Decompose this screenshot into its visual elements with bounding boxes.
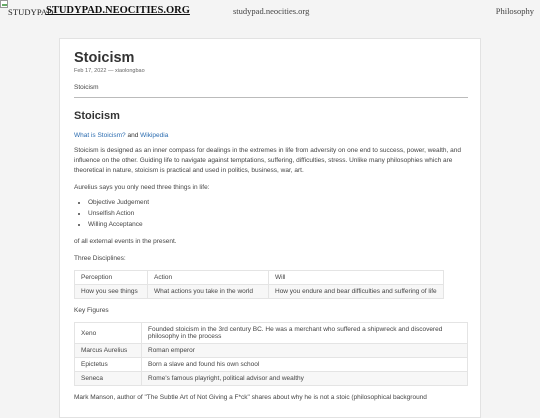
table-row (75, 285, 444, 299)
and-text: and (127, 132, 139, 139)
breadcrumb: Stoicism (74, 84, 99, 91)
post-content (74, 49, 468, 403)
top-bar (0, 0, 540, 24)
section-heading: Stoicism (74, 110, 120, 122)
table-row (75, 271, 444, 285)
figure-desc: Founded stoicism in the 3rd century BC. He was a merchant who suffered a shipwreck and discovered philosophy in the process (142, 323, 468, 344)
table-row (75, 372, 468, 386)
table-row (75, 323, 468, 344)
after-list-paragraph: of all external events in the present. (74, 238, 177, 245)
figure-desc: Roman emperor (142, 344, 468, 358)
post-author: xiaolongbao (114, 68, 145, 74)
table-row (75, 344, 468, 358)
table-cell: How you endure and bear difficulties and suffering of life (269, 285, 444, 299)
figure-name: Xeno (75, 323, 142, 344)
table-row (75, 358, 468, 372)
post-meta (74, 68, 468, 74)
figure-name: Epictetus (75, 358, 142, 372)
figure-name: Marcus Aurelius (75, 344, 142, 358)
disciplines-table (74, 270, 444, 299)
wikipedia-link[interactable]: Wikipedia (140, 132, 169, 139)
post-card (59, 38, 481, 418)
nav-philosophy-link[interactable]: Philosophy (495, 6, 534, 16)
table-cell: How you see things (75, 285, 148, 299)
table-cell: Perception (75, 271, 148, 285)
reference-links (74, 132, 468, 139)
table-cell: Action (148, 271, 269, 285)
intro-paragraph: Stoicism is designed as an inner compass for dealings in the extremes in life from adversity on one end to success, power, wealth, and influence on the other. Guiding life to navigate against temptations, suffering, difficulties, stress. Unlike many philosophies which are theoretical in nature, stoicism is practical and used in politics, business, war, art. (74, 147, 461, 174)
site-title-link[interactable]: STUDYPAD.NEOCITIES.ORG (46, 5, 190, 16)
aurelius-paragraph: Aurelius says you only need three things in life: (74, 184, 210, 191)
figure-desc: Born a slave and found his own school (142, 358, 468, 372)
post-date: Feb 17, 2022 (74, 68, 107, 74)
key-figures-label: Key Figures (74, 307, 109, 314)
site-logo[interactable] (0, 0, 54, 22)
footer-paragraph: Mark Manson, author of "The Subtle Art of Not Giving a F*ck" shares about why he is not a stoic (philosophical background (74, 394, 427, 401)
logo-alt-text: STUDYPAD (8, 7, 54, 17)
list-item: • Willing Acceptance (88, 219, 468, 230)
table-cell: Will (269, 271, 444, 285)
figure-name: Seneca (75, 372, 142, 386)
figure-desc: Rome's famous playright, political advisor and wealthy (142, 372, 468, 386)
what-is-stoicism-link[interactable]: What is Stoicism? (74, 132, 126, 139)
divider (74, 97, 468, 98)
table-cell: What actions you take in the world (148, 285, 269, 299)
list-item: • Objective Judgement (88, 197, 468, 208)
logo-image[interactable] (0, 0, 54, 22)
list-item: • Unselfish Action (88, 208, 468, 219)
broken-image-icon (0, 0, 8, 8)
three-things-list (74, 197, 468, 230)
site-url: studypad.neocities.org (233, 6, 310, 16)
meta-separator: — (107, 68, 114, 74)
key-figures-table (74, 322, 468, 386)
post-title: Stoicism (74, 50, 135, 66)
disciplines-label: Three Disciplines: (74, 255, 126, 262)
